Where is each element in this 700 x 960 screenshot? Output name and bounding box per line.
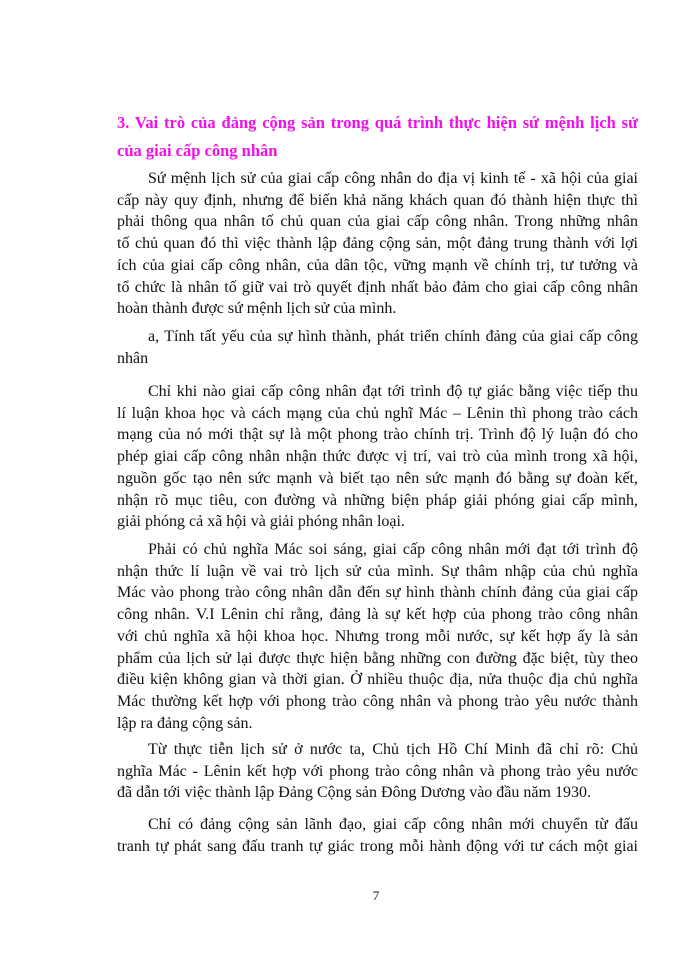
text-line: Mác thường kết hợp với phong trào công nhân và phong trào yêu nước thành bbox=[117, 692, 638, 710]
text-line: với chủ nghĩa xã hội khoa học. Nhưng trong mỗi nước, sự kết hợp ấy là sản bbox=[117, 627, 638, 645]
text-line: Chỉ có đảng cộng sản lãnh đạo, giai cấp công nhân mới chuyển từ đấu bbox=[148, 816, 638, 833]
text-line: Từ thực tiễn lịch sử ở nước ta, Chủ tịch Hồ Chí Minh đã chỉ rõ: Chủ bbox=[148, 741, 638, 758]
text-line: điều kiện không gian và thời gian. Ở nhiều thuộc địa, nửa thuộc địa chủ nghĩa bbox=[117, 671, 638, 689]
heading-line: của giai cấp công nhân bbox=[117, 141, 278, 160]
text-line: giải phóng cả xã hội và giải phóng nhân loại. bbox=[117, 513, 405, 531]
text-line: nhận rõ mục tiêu, con đường và những biện pháp giải phóng giai cấp mình, bbox=[117, 491, 638, 509]
paragraph bbox=[117, 381, 638, 533]
text-line: cấp này quy định, nhưng để biến khả năng khách quan đó thành hiện thực thì bbox=[117, 191, 638, 209]
subheading bbox=[117, 326, 638, 369]
text-line: đã dẫn tới việc thành lập Đảng Cộng sản Đông Dương vào đầu năm 1930. bbox=[117, 784, 591, 802]
text-line: Mác vào phong trào công nhân dẫn đến sự hình thành chính đảng của giai cấp bbox=[117, 584, 638, 602]
text-line: tổ chức là nhân tố giữ vai trò quyết định nhất bảo đảm cho giai cấp công nhân bbox=[117, 278, 638, 296]
text-line: a, Tính tất yếu của sự hình thành, phát triển chính đảng của giai cấp công bbox=[148, 328, 638, 345]
text-line: công nhân. V.I Lênin chỉ rằng, đảng là sự kết hợp của phong trào công nhân bbox=[117, 606, 638, 624]
paragraph bbox=[117, 168, 638, 320]
paragraph bbox=[117, 739, 638, 804]
text-line: Chỉ khi nào giai cấp công nhân đạt tới trình độ tự giác bằng việc tiếp thu bbox=[148, 383, 638, 400]
text-line: nguồn gốc tạo nên sức mạnh và biết tạo nên sức mạnh đó bằng sự đoàn kết, bbox=[117, 469, 638, 487]
paragraph bbox=[117, 814, 638, 857]
text-line: nghĩa Mác - Lênin kết hợp với phong trào công nhân và phong trào yêu nước bbox=[117, 762, 638, 780]
text-line: hoàn thành được sứ mệnh lịch sử của mình. bbox=[117, 300, 397, 318]
text-line: nhận thức lí luận về vai trò lịch sử của mình. Sự thâm nhập của chủ nghĩa bbox=[117, 562, 638, 580]
text-line: nhân bbox=[117, 349, 149, 367]
text-line: phải thông qua nhân tố chủ quan của giai cấp công nhân. Trong những nhân bbox=[117, 213, 638, 231]
heading-line: 3. Vai trò của đảng cộng sản trong quá trình thực hiện sứ mệnh lịch sử bbox=[117, 113, 638, 132]
text-line: lí luận khoa học và cách mạng của chủ nghĩ Mác – Lênin thì phong trào cách bbox=[117, 404, 638, 422]
paragraph bbox=[117, 539, 638, 734]
page-number: 7 bbox=[372, 888, 380, 903]
text-line: ích của giai cấp công nhân, của dân tộc, vững mạnh về chính trị, tư tưởng và bbox=[117, 256, 638, 274]
text-line: Phải có chủ nghĩa Mác soi sáng, giai cấp công nhân mới đạt tới trình độ bbox=[148, 541, 638, 558]
text-line: lập ra đảng cộng sản. bbox=[117, 714, 253, 732]
text-line: Sứ mệnh lịch sử của giai cấp công nhân do địa vị kinh tế - xã hội của giai bbox=[148, 170, 638, 187]
section-heading bbox=[117, 109, 638, 165]
text-line: mạng của nó mới thật sự là một phong trào chính trị. Trình độ lý luận đó cho bbox=[117, 426, 638, 444]
text-line: tố chủ quan đó thì việc thành lập đảng cộng sản, một đảng trung thành với lợi bbox=[117, 235, 638, 253]
text-line: tranh tự phát sang đấu tranh tự giác trong mỗi hành động với tư cách một giai bbox=[117, 837, 638, 855]
text-line: phép giai cấp công nhân nhận thức được vị trí, vai trò của mình trong xã hội, bbox=[117, 448, 638, 466]
text-line: phẩm của lịch sử lại được thực hiện bằng những con đường đặc biệt, tùy theo bbox=[117, 649, 638, 667]
